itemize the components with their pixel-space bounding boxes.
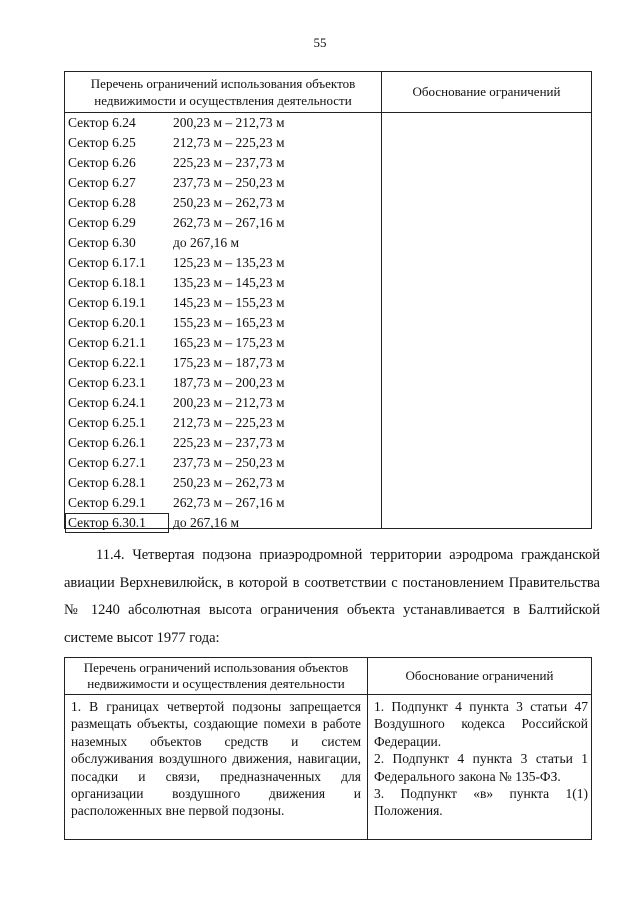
- height-range: 200,23 м – 212,73 м: [173, 395, 285, 410]
- page-number: 55: [313, 35, 327, 50]
- basis-item: 2. Подпункт 4 пункта 3 статьи 1 Федерального закона № 135-ФЗ.: [374, 751, 588, 784]
- table-header-restrictions: Перечень ограничений использования объектов недвижимости и осуществления деятельности: [90, 76, 356, 108]
- table-row: [65, 493, 381, 513]
- header-divider: [65, 694, 591, 695]
- sector-name: Сектор 6.29: [68, 215, 136, 230]
- height-range: 237,73 м – 250,23 м: [173, 175, 285, 190]
- height-range: 155,23 м – 165,23 м: [173, 315, 285, 330]
- sector-name: Сектор 6.21.1: [68, 335, 146, 350]
- table-header-restrictions: Перечень ограничений использования объектов недвижимости и осуществления деятельности: [83, 660, 349, 691]
- sector-name: Сектор 6.27: [68, 175, 136, 190]
- sector-name: Сектор 6.26.1: [68, 435, 146, 450]
- height-range: 145,23 м – 155,23 м: [173, 295, 285, 310]
- height-range: 165,23 м – 175,23 м: [173, 335, 285, 350]
- sector-name: Сектор 6.23.1: [68, 375, 146, 390]
- restrictions-table-subzone-4: [64, 657, 592, 840]
- sector-name: Сектор 6.27.1: [68, 455, 146, 470]
- column-divider: [381, 72, 382, 528]
- height-range: 262,73 м – 267,16 м: [173, 495, 285, 510]
- sector-name: Сектор 6.22.1: [68, 355, 146, 370]
- sector-name: Сектор 6.18.1: [68, 275, 146, 290]
- sector-name: Сектор 6.30.1: [68, 515, 146, 530]
- table-row: [65, 153, 381, 173]
- sector-name: Сектор 6.29.1: [68, 495, 146, 510]
- restrictions-table-sectors: [64, 71, 592, 529]
- height-range: 212,73 м – 225,23 м: [173, 415, 285, 430]
- table-header-basis: Обоснование ограничений: [412, 84, 561, 99]
- height-range: 212,73 м – 225,23 м: [173, 135, 285, 150]
- table-row: [65, 353, 381, 373]
- height-range: 250,23 м – 262,73 м: [173, 195, 285, 210]
- basis-item: 3. Подпункт «в» пункта 1(1) Положения.: [374, 786, 588, 819]
- table-row: [65, 273, 381, 293]
- table-row: [65, 213, 381, 233]
- height-range: до 267,16 м: [173, 235, 240, 250]
- sector-name: Сектор 6.19.1: [68, 295, 146, 310]
- table-row: [65, 453, 381, 473]
- sector-name: Сектор 6.25.1: [68, 415, 146, 430]
- height-range: до 267,16 м: [173, 515, 240, 530]
- table-row: [65, 433, 381, 453]
- table-row: [65, 233, 381, 253]
- height-range: 187,73 м – 200,23 м: [173, 375, 285, 390]
- table-row: [65, 313, 381, 333]
- table-row: [65, 113, 381, 133]
- height-range: 175,23 м – 187,73 м: [173, 355, 285, 370]
- sector-name: Сектор 6.24.1: [68, 395, 146, 410]
- section-paragraph: 11.4. Четвертая подзона приаэродромной территории аэродрома гражданской авиации Верхневилюйск, в которой в соответствии с постановлением Правительства № 1240 абсолютная высота ограничения объекта устанавливается в Балтийской системе высот 1977 года:: [64, 547, 600, 646]
- table-row: [65, 193, 381, 213]
- sector-name: Сектор 6.28.1: [68, 475, 146, 490]
- height-range: 237,73 м – 250,23 м: [173, 455, 285, 470]
- sector-name: Сектор 6.17.1: [68, 255, 146, 270]
- restriction-text: 1. В границах четвертой подзоны запрещается размещать объекты, создающие помехи в работе наземных объектов средств и систем обслуживания воздушного движения, навигации, посадки и связи, предназначенных для организации воздушного движения и расположенных вне первой подзоны.: [71, 699, 361, 819]
- table-row: [65, 253, 381, 273]
- height-range: 250,23 м – 262,73 м: [173, 475, 285, 490]
- table-row: [65, 293, 381, 313]
- table-row: [65, 513, 381, 533]
- table-row: [65, 473, 381, 493]
- height-range: 135,23 м – 145,23 м: [173, 275, 285, 290]
- sector-name: Сектор 6.24: [68, 115, 136, 130]
- sector-name: Сектор 6.26: [68, 155, 136, 170]
- sector-name: Сектор 6.28: [68, 195, 136, 210]
- table-header-basis: Обоснование ограничений: [405, 668, 554, 683]
- sector-name: Сектор 6.20.1: [68, 315, 146, 330]
- sector-name: Сектор 6.30: [68, 235, 136, 250]
- table-row: [65, 393, 381, 413]
- sector-name: Сектор 6.25: [68, 135, 136, 150]
- height-range: 125,23 м – 135,23 м: [173, 255, 285, 270]
- table-row: [65, 133, 381, 153]
- height-range: 200,23 м – 212,73 м: [173, 115, 285, 130]
- height-range: 225,23 м – 237,73 м: [173, 155, 285, 170]
- table-row: [65, 173, 381, 193]
- height-range: 262,73 м – 267,16 м: [173, 215, 285, 230]
- table-row: [65, 373, 381, 393]
- height-range: 225,23 м – 237,73 м: [173, 435, 285, 450]
- table-row: [65, 333, 381, 353]
- sector-rows: [65, 113, 381, 533]
- basis-list: [374, 698, 588, 820]
- basis-item: 1. Подпункт 4 пункта 3 статьи 47 Воздушного кодекса Российской Федерации.: [374, 699, 588, 749]
- table-row: [65, 413, 381, 433]
